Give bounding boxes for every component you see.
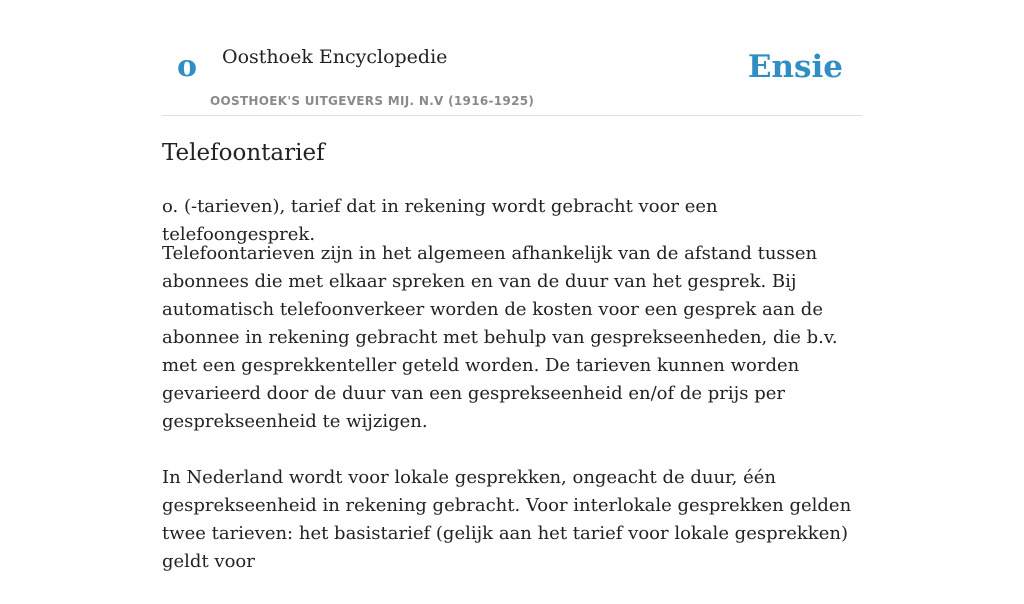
publisher-subtitle: OOSTHOEK'S UITGEVERS MIJ. N.V (1916-1925) — [210, 94, 535, 108]
article-paragraph: In Nederland wordt voor lokale gesprekken, ongeacht de duur, één gesprekseenheid in rekening gebracht. Voor interlokale gesprekken gelden twee tarieven: het basistarief (gelijk aan het tarief voor lokale gesprekken) geldt voor — [162, 467, 852, 572]
page — [162, 0, 862, 572]
article-paragraph: Telefoontarieven zijn in het algemeen afhankelijk van de afstand tussen abonnees die met elkaar spreken en van de duur van het gesprek. Bij automatisch telefoonverkeer worden de kosten voor een gesprek aan de abonnee in rekening gebracht met behulp van gesprekseenheden, die b.v. met een gesprekkenteller geteld worden. De tarieven kunnen worden gevarieerd door de duur van een gesprekseenheid en/of de prijs per gesprekseenheid te wijzigen. — [162, 243, 838, 432]
site-logo[interactable]: o — [177, 49, 198, 84]
article-title: Telefoontarief — [162, 140, 325, 166]
brand-logo[interactable]: Ensie — [747, 49, 843, 85]
article-body — [162, 240, 862, 604]
site-title[interactable]: Oosthoek Encyclopedie — [222, 46, 448, 68]
site-header — [162, 0, 862, 116]
article-definition: o. (-tarieven), tarief dat in rekening wordt gebracht voor een telefoongesprek. — [162, 196, 718, 245]
